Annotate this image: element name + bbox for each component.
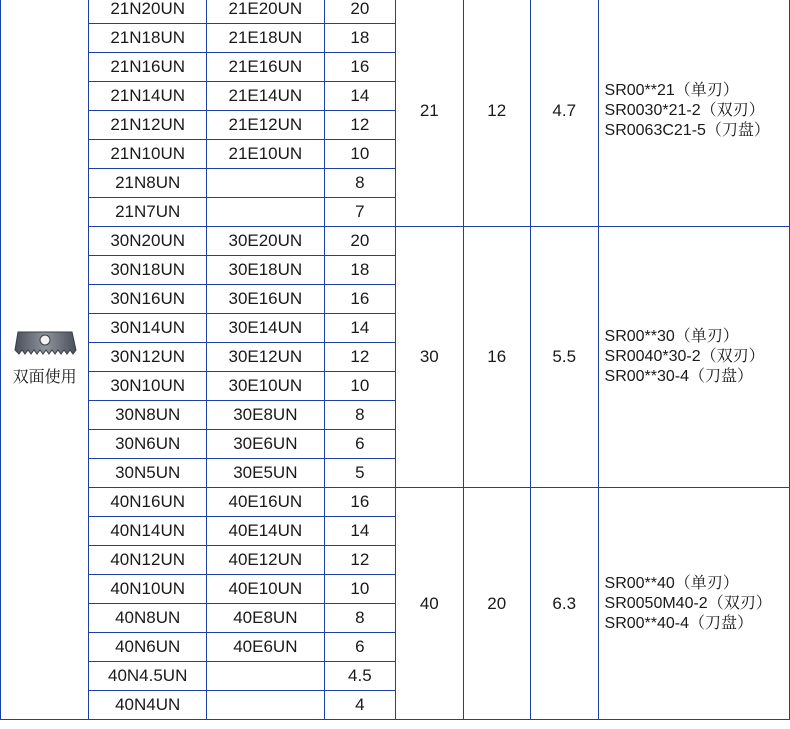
e-code-cell: 21E16UN bbox=[207, 53, 325, 82]
tpi-cell: 16 bbox=[324, 488, 395, 517]
tpi-cell: 12 bbox=[324, 111, 395, 140]
e-code-cell: 30E14UN bbox=[207, 314, 325, 343]
tpi-cell: 10 bbox=[324, 140, 395, 169]
tpi-cell: 6 bbox=[324, 430, 395, 459]
e-code-cell bbox=[207, 198, 325, 227]
n-code-cell: 21N16UN bbox=[89, 53, 207, 82]
n-code-cell: 30N12UN bbox=[89, 343, 207, 372]
holder-line: SR0040*30-2（双刃） bbox=[604, 348, 765, 365]
n-code-cell: 40N4.5UN bbox=[89, 662, 207, 691]
e-code-cell: 30E18UN bbox=[207, 256, 325, 285]
e-code-cell: 40E8UN bbox=[207, 604, 325, 633]
thread-insert-icon bbox=[12, 328, 78, 362]
tpi-cell: 8 bbox=[324, 604, 395, 633]
e-code-cell bbox=[207, 662, 325, 691]
e-code-cell: 30E6UN bbox=[207, 430, 325, 459]
n-code-cell: 30N10UN bbox=[89, 372, 207, 401]
e-code-cell: 21E18UN bbox=[207, 24, 325, 53]
e-code-cell: 40E12UN bbox=[207, 546, 325, 575]
e-code-cell: 30E16UN bbox=[207, 285, 325, 314]
tpi-cell: 18 bbox=[324, 256, 395, 285]
holder-line: SR00**40-4（刀盘） bbox=[604, 614, 754, 632]
e-code-cell: 40E16UN bbox=[207, 488, 325, 517]
e-code-cell: 21E14UN bbox=[207, 82, 325, 111]
n-code-cell: 21N18UN bbox=[89, 24, 207, 53]
width-cell: 16 bbox=[463, 227, 530, 488]
n-code-cell: 40N14UN bbox=[89, 517, 207, 546]
holder-line: SR0050M40-2（双刃） bbox=[604, 594, 772, 612]
tpi-cell: 12 bbox=[324, 343, 395, 372]
width-cell: 12 bbox=[463, 0, 530, 227]
n-code-cell: 21N14UN bbox=[89, 82, 207, 111]
tpi-cell: 10 bbox=[324, 575, 395, 604]
tpi-cell: 14 bbox=[324, 82, 395, 111]
e-code-cell: 40E10UN bbox=[207, 575, 325, 604]
n-code-cell: 40N4UN bbox=[89, 691, 207, 720]
holder-line: SR00**30-4（刀盘） bbox=[604, 368, 754, 385]
size-cell: 40 bbox=[396, 488, 463, 720]
n-code-cell: 30N8UN bbox=[89, 401, 207, 430]
e-code-cell bbox=[207, 169, 325, 198]
n-code-cell: 21N10UN bbox=[89, 140, 207, 169]
n-code-cell: 30N16UN bbox=[89, 285, 207, 314]
holder-cell bbox=[598, 227, 789, 488]
e-code-cell: 21E10UN bbox=[207, 140, 325, 169]
e-code-cell: 30E10UN bbox=[207, 372, 325, 401]
tpi-cell: 20 bbox=[324, 0, 395, 24]
e-code-cell: 30E5UN bbox=[207, 459, 325, 488]
tpi-cell: 16 bbox=[324, 285, 395, 314]
insert-label: 双面使用 bbox=[12, 368, 77, 386]
tpi-cell: 6 bbox=[324, 633, 395, 662]
n-code-cell: 40N10UN bbox=[89, 575, 207, 604]
table-row bbox=[1, 488, 790, 517]
holder-cell bbox=[598, 0, 789, 227]
e-code-cell: 30E8UN bbox=[207, 401, 325, 430]
tpi-cell: 10 bbox=[324, 372, 395, 401]
n-code-cell: 30N14UN bbox=[89, 314, 207, 343]
e-code-cell: 40E6UN bbox=[207, 633, 325, 662]
n-code-cell: 40N12UN bbox=[89, 546, 207, 575]
tpi-cell: 8 bbox=[324, 401, 395, 430]
e-code-cell: 40E14UN bbox=[207, 517, 325, 546]
e-code-cell: 30E20UN bbox=[207, 227, 325, 256]
tpi-cell: 12 bbox=[324, 546, 395, 575]
table-row bbox=[1, 0, 790, 24]
holder-line: SR00**40（单刃） bbox=[604, 574, 739, 592]
n-code-cell: 21N20UN bbox=[89, 0, 207, 24]
e-code-cell: 21E12UN bbox=[207, 111, 325, 140]
size-cell: 30 bbox=[396, 227, 463, 488]
value3-cell: 5.5 bbox=[530, 227, 598, 488]
value3-cell: 4.7 bbox=[530, 0, 598, 227]
tpi-cell: 14 bbox=[324, 517, 395, 546]
e-code-cell bbox=[207, 691, 325, 720]
n-code-cell: 40N6UN bbox=[89, 633, 207, 662]
n-code-cell: 30N5UN bbox=[89, 459, 207, 488]
table-row bbox=[1, 227, 790, 256]
n-code-cell: 21N12UN bbox=[89, 111, 207, 140]
tpi-cell: 18 bbox=[324, 24, 395, 53]
n-code-cell: 30N20UN bbox=[89, 227, 207, 256]
n-code-cell: 40N16UN bbox=[89, 488, 207, 517]
tpi-cell: 4 bbox=[324, 691, 395, 720]
holder-line: SR0030*21-2（双刃） bbox=[604, 101, 765, 119]
holder-cell bbox=[598, 488, 789, 720]
e-code-cell: 30E12UN bbox=[207, 343, 325, 372]
value3-cell: 6.3 bbox=[530, 488, 598, 720]
tpi-cell: 5 bbox=[324, 459, 395, 488]
tpi-cell: 16 bbox=[324, 53, 395, 82]
tpi-cell: 4.5 bbox=[324, 662, 395, 691]
n-code-cell: 21N7UN bbox=[89, 198, 207, 227]
holder-line: SR00**21（单刃） bbox=[604, 81, 739, 99]
n-code-cell: 40N8UN bbox=[89, 604, 207, 633]
insert-wrap bbox=[1, 328, 88, 387]
tpi-cell: 20 bbox=[324, 227, 395, 256]
size-cell: 21 bbox=[396, 0, 463, 227]
tpi-cell: 7 bbox=[324, 198, 395, 227]
holder-line: SR00**30（单刃） bbox=[604, 328, 739, 345]
width-cell: 20 bbox=[463, 488, 530, 720]
holder-line: SR0063C21-5（刀盘） bbox=[604, 121, 770, 139]
n-code-cell: 30N18UN bbox=[89, 256, 207, 285]
tpi-cell: 8 bbox=[324, 169, 395, 198]
tpi-cell: 14 bbox=[324, 314, 395, 343]
insert-cell bbox=[1, 0, 89, 720]
e-code-cell: 21E20UN bbox=[207, 0, 325, 24]
spec-table-body bbox=[1, 0, 790, 720]
n-code-cell: 30N6UN bbox=[89, 430, 207, 459]
n-code-cell: 21N8UN bbox=[89, 169, 207, 198]
